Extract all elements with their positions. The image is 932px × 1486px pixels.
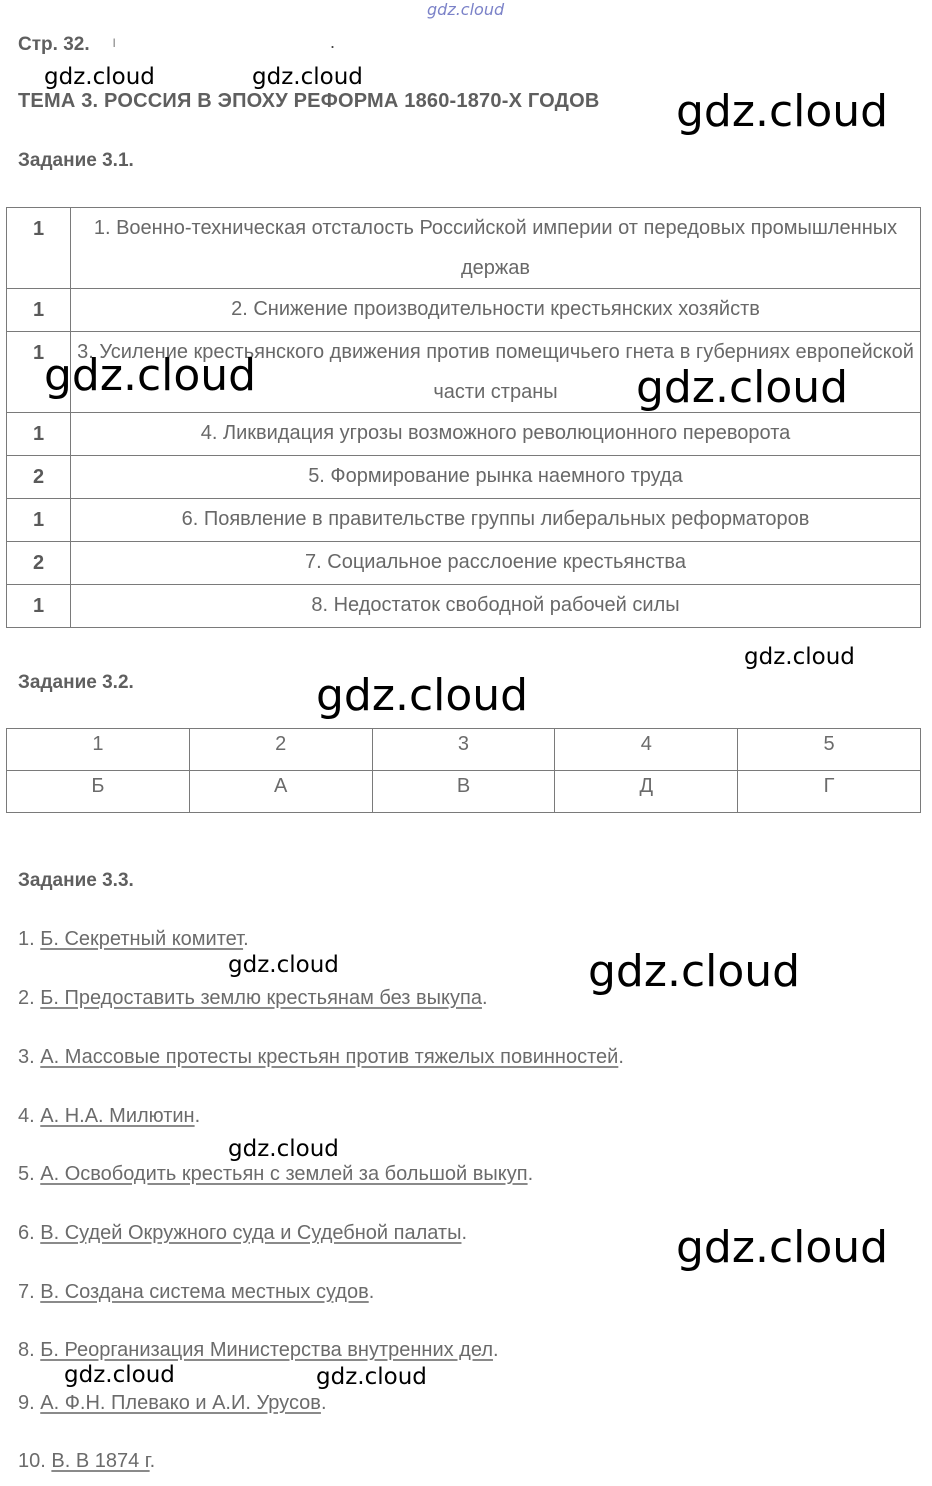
answer-item	[18, 1163, 533, 1186]
answer-period: .	[320, 1392, 327, 1414]
answer-number: 6.	[18, 1222, 35, 1244]
answer-period: .	[618, 1046, 624, 1068]
watermark: gdz.cloud	[744, 644, 855, 670]
cause-row	[7, 289, 921, 332]
task-3-2-table	[6, 728, 921, 813]
watermark: gdz.cloud	[64, 1362, 175, 1388]
watermark: gdz.cloud	[316, 1364, 427, 1390]
answer-item	[18, 1222, 467, 1245]
watermark: gdz.cloud	[228, 952, 339, 978]
answer-number: 10.	[18, 1450, 46, 1472]
answer-item	[18, 1281, 374, 1304]
cause-row	[7, 542, 921, 585]
watermark-top: gdz.cloud	[427, 0, 505, 19]
cause-text: 7. Социальное расслоение крестьянства	[71, 542, 921, 585]
match-number: 2	[189, 729, 372, 771]
watermark: gdz.cloud	[44, 64, 155, 90]
answer-item	[18, 987, 488, 1010]
task-3-1-title: Задание 3.1.	[18, 150, 134, 171]
answer-item	[18, 1105, 200, 1128]
answer-number: 4.	[18, 1105, 35, 1127]
answer-item	[18, 1392, 327, 1415]
number-row	[7, 729, 921, 771]
answer-period: .	[149, 1450, 156, 1472]
task-3-3-title: Задание 3.3.	[18, 870, 134, 891]
topic-title: ТЕМА 3. РОССИЯ В ЭПОХУ РЕФОРМА 1860-1870-Х ГОДОВ	[18, 90, 600, 112]
answer-period: .	[243, 928, 249, 950]
match-letter: А	[189, 771, 372, 813]
stray-mark: ı	[112, 34, 117, 51]
answer-text: В. В 1874 г	[51, 1450, 150, 1472]
answer-number: 7.	[18, 1281, 35, 1303]
match-number: 1	[7, 729, 190, 771]
watermark: gdz.cloud	[316, 670, 529, 721]
watermark: gdz.cloud	[636, 362, 849, 413]
answer-item	[18, 1046, 624, 1069]
match-number: 3	[372, 729, 555, 771]
answer-number: 9.	[18, 1392, 35, 1414]
answer-number: 8.	[18, 1339, 35, 1361]
answer-period: .	[368, 1281, 375, 1303]
answer-text: А. Н.А. Милютин	[40, 1105, 195, 1127]
cause-row	[7, 585, 921, 628]
task-3-1-table	[6, 207, 921, 628]
watermark: gdz.cloud	[44, 350, 257, 401]
cause-score: 2	[7, 456, 71, 499]
match-letter: Д	[555, 771, 738, 813]
watermark: gdz.cloud	[252, 64, 363, 90]
cause-score: 1	[7, 332, 71, 413]
answer-text: А. Освободить крестьян с землей за большой выкуп	[40, 1163, 528, 1185]
answer-text: Б. Реорганизация Министерства внутренних дел	[40, 1339, 493, 1361]
answer-number: 5.	[18, 1163, 35, 1185]
answer-period: .	[481, 987, 488, 1009]
task-3-2-title: Задание 3.2.	[18, 672, 134, 693]
cause-text: 4. Ликвидация угрозы возможного революционного переворота	[71, 413, 921, 456]
answer-number: 1.	[18, 928, 35, 950]
cause-row	[7, 456, 921, 499]
stray-dot: .	[330, 32, 336, 52]
answer-item	[18, 1450, 155, 1473]
answer-period: .	[527, 1163, 534, 1185]
answer-text: А. Ф.Н. Плевако и А.И. Урусов	[40, 1392, 321, 1414]
cause-score: 2	[7, 542, 71, 585]
cause-row	[7, 499, 921, 542]
cause-score: 1	[7, 499, 71, 542]
watermark: gdz.cloud	[228, 1136, 339, 1162]
cause-score: 1	[7, 208, 71, 289]
cause-row	[7, 413, 921, 456]
answer-period: .	[492, 1339, 499, 1361]
answer-period: .	[461, 1222, 468, 1244]
answer-text: А. Массовые протесты крестьян против тяжелых повинностей	[40, 1046, 619, 1068]
watermark: gdz.cloud	[676, 1222, 889, 1273]
cause-text: 6. Появление в правительстве группы либеральных реформаторов	[71, 499, 921, 542]
watermark: gdz.cloud	[588, 946, 801, 997]
answer-item	[18, 1339, 499, 1362]
answer-period: .	[194, 1105, 201, 1127]
cause-text: 2. Снижение производительности крестьянских хозяйств	[71, 289, 921, 332]
match-letter: Б	[7, 771, 190, 813]
answer-text: В. Судей Окружного суда и Судебной палаты	[40, 1222, 462, 1244]
watermark: gdz.cloud	[676, 86, 889, 137]
answer-number: 3.	[18, 1046, 35, 1068]
answer-text: Б. Предоставить землю крестьянам без выкупа	[40, 987, 482, 1009]
cause-text: 1. Военно-техническая отсталость Российской империи от передовых промышленных держав	[71, 208, 921, 289]
answer-text: Б. Секретный комитет	[40, 928, 244, 950]
cause-score: 1	[7, 289, 71, 332]
answer-number: 2.	[18, 987, 35, 1009]
answer-text: В. Создана система местных судов	[40, 1281, 369, 1303]
letter-row	[7, 771, 921, 813]
cause-text: 8. Недостаток свободной рабочей силы	[71, 585, 921, 628]
cause-score: 1	[7, 413, 71, 456]
cause-row	[7, 208, 921, 289]
cause-text: 5. Формирование рынка наемного труда	[71, 456, 921, 499]
cause-score: 1	[7, 585, 71, 628]
answer-item	[18, 928, 249, 951]
match-letter: В	[372, 771, 555, 813]
match-number: 4	[555, 729, 738, 771]
cause-text: 3. Усиление крестьянского движения против помещичьего гнета в губерниях европейской части страны	[71, 332, 921, 413]
page-reference: Стр. 32.	[18, 34, 90, 55]
match-number: 5	[738, 729, 921, 771]
match-letter: Г	[738, 771, 921, 813]
